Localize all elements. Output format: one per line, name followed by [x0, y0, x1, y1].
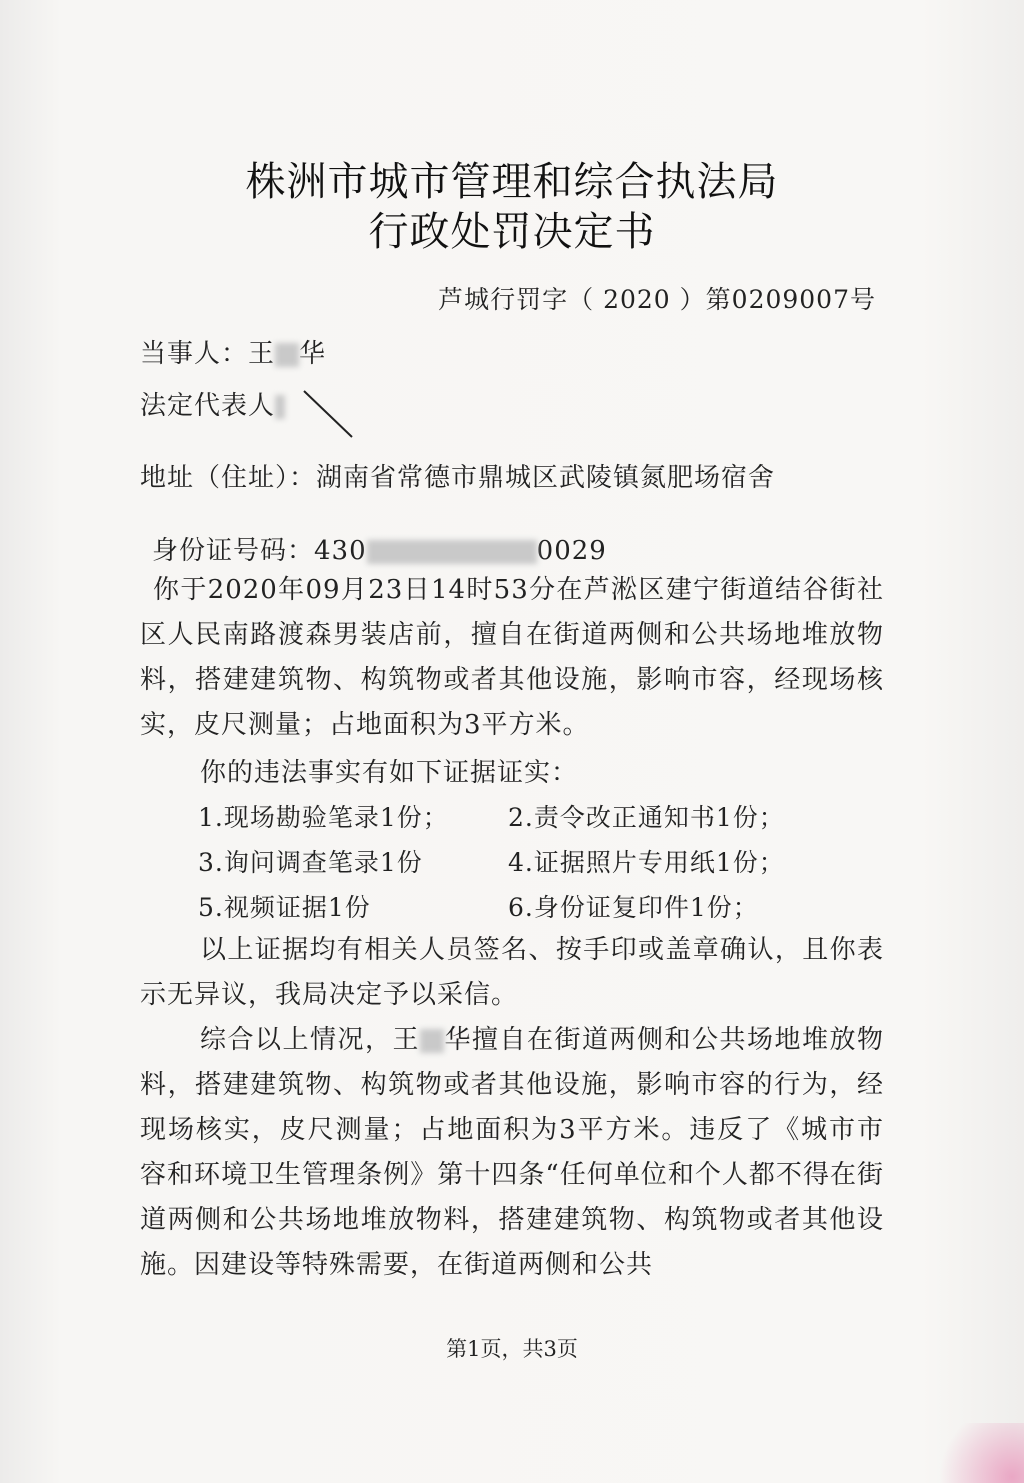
document-type-title: 行政处罚决定书	[368, 209, 656, 255]
party-name-last: 华	[299, 339, 327, 369]
document-number: 芦城行罚字（ 2020 ）第0209007号	[438, 285, 876, 314]
evidence-intro: 你的违法事实有如下证据证实：	[200, 758, 579, 788]
evidence-item: 4.证据照片专用纸1份；	[508, 848, 785, 877]
evidence-item: 2.责令改正通知书1份；	[508, 803, 785, 832]
party-name-line	[140, 333, 326, 370]
redaction-blur	[420, 1029, 444, 1053]
address-line: 地址（住址）：湖南省常德市鼎城区武陵镇氮肥场宿舍	[140, 463, 776, 493]
id-suffix: 0029	[536, 536, 607, 566]
evidence-confirmation-paragraph: 以上证据均有相关人员签名、按手印或盖章确认，且你表示无异议，我局决定予以采信。	[140, 935, 884, 1010]
legal-rep-label: 法定代表人	[140, 391, 276, 421]
facts-paragraph: 你于2020年09月23日14时53分在芦淞区建宁街道结谷街社区人民南路渡森男装店前，擅自在街道两侧和公共场地堆放物料，搭建建筑物、构筑物或者其他设施，影响市容，经现场核实，皮尺测量；占地面积为3平方米。	[140, 575, 884, 740]
evidence-item: 6.身份证复印件1份；	[508, 893, 759, 922]
party-name-label: 当事人：	[140, 339, 249, 369]
ink-smudge	[904, 1423, 1024, 1483]
evidence-item: 1.现场勘验笔录1份；	[198, 803, 449, 832]
conclusion-text-post: 华擅自在街道两侧和公共场地堆放物料，搭建建筑物、构筑物或者其他设施，影响市容的行为，经现场核实，皮尺测量；占地面积为3平方米。违反了《城市市容和环境卫生管理条例》第十四条“任何单位和个人都不得在街道两侧和公共场地堆放物料，搭建建筑物、构筑物或者其他设施。因建设等特殊需要，在街道两侧和公共	[140, 1025, 884, 1280]
slash-mark	[300, 385, 360, 445]
evidence-item: 3.询问调查笔录1份	[198, 848, 423, 877]
id-label: 身份证号码：	[152, 536, 315, 566]
id-number-line	[152, 530, 607, 567]
conclusion-text-pre: 综合以上情况，王	[200, 1025, 420, 1055]
page-number: 第1页，共3页	[446, 1337, 578, 1361]
redaction-blur	[275, 343, 299, 367]
agency-title: 株洲市城市管理和综合执法局	[245, 159, 779, 205]
redaction-blur	[275, 395, 285, 419]
conclusion-paragraph	[140, 1018, 884, 1288]
party-name-first: 王	[248, 339, 276, 369]
legal-rep-line	[140, 385, 285, 422]
redaction-blur	[367, 540, 537, 564]
id-prefix: 430	[314, 536, 367, 566]
evidence-item: 5.视频证据1份	[198, 893, 371, 922]
